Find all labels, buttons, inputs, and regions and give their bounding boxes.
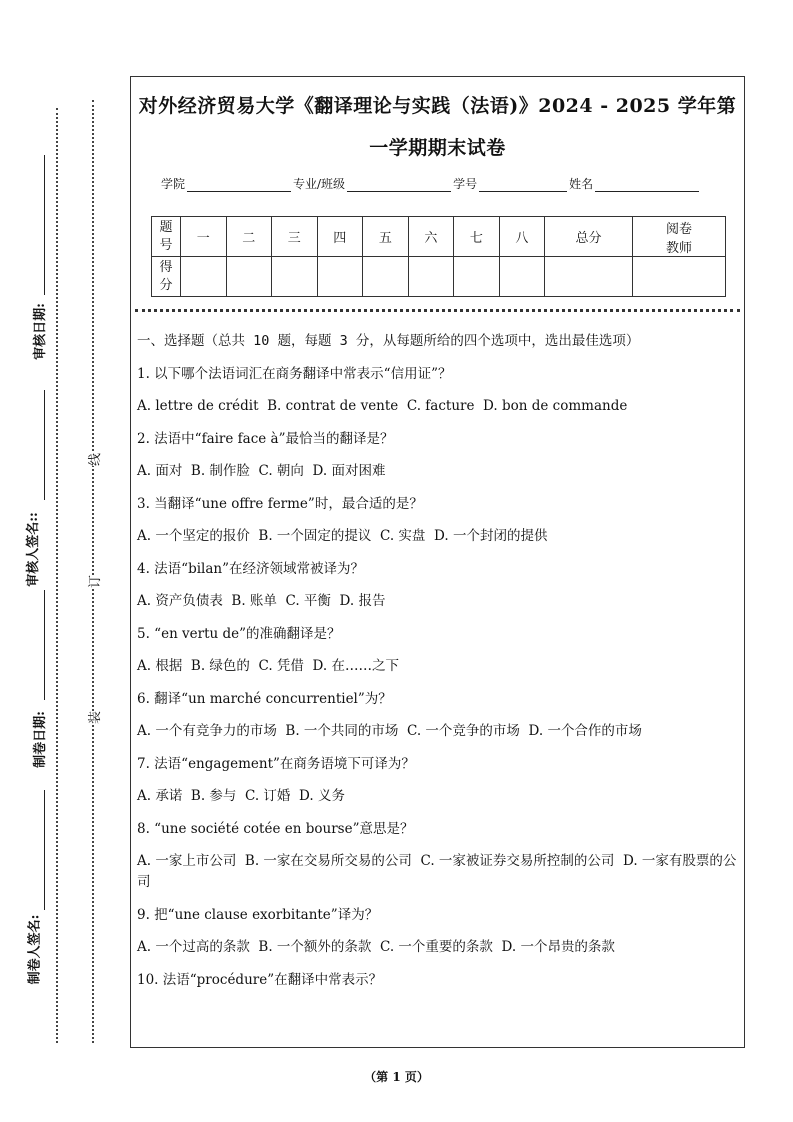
- score-cell[interactable]: [181, 257, 227, 297]
- bind-char-staple: 订: [84, 575, 103, 588]
- score-header-cell: 六: [408, 217, 454, 257]
- score-header-cell: 总分: [545, 217, 633, 257]
- make-date-label: 制卷日期:: [32, 711, 48, 768]
- score-table: [151, 216, 726, 297]
- maker-sign-line: [44, 790, 45, 910]
- question-text: 9. 把“une clause exorbitante”译为？: [137, 906, 379, 923]
- score-header-cell: 阅卷 教师: [633, 217, 726, 257]
- question-options: A. 一个有竞争力的市场 B. 一个共同的市场 C. 一个竞争的市场 D. 一个合作的市场: [137, 723, 642, 739]
- score-row-label: 得 分: [152, 257, 181, 297]
- page-footer: （第 1 页）: [364, 1070, 429, 1084]
- question-text: 2. 法语中“faire face à”最恰当的翻译是？: [137, 430, 394, 447]
- score-cell[interactable]: [363, 257, 409, 297]
- question-options: A. 承诺 B. 参与 C. 订婚 D. 义务: [137, 788, 345, 804]
- info-label-student-id: 学号: [453, 177, 478, 191]
- question-text: 5. “en vertu de”的准确翻译是？: [137, 625, 341, 642]
- question-options: A. 根据 B. 绿色的 C. 凭借 D. 在……之下: [137, 658, 399, 674]
- section-divider: [135, 309, 740, 312]
- score-cell[interactable]: [408, 257, 454, 297]
- question-section: [137, 331, 741, 1002]
- student-id-field[interactable]: [479, 177, 567, 192]
- info-label-college: 学院: [161, 177, 186, 191]
- question-text: 3. 当翻译“une offre ferme”时，最合适的是？: [137, 495, 423, 512]
- score-header-cell: 三: [272, 217, 318, 257]
- score-cell[interactable]: [633, 257, 726, 297]
- score-header-cell: 题 号: [152, 217, 181, 257]
- question-text: 4. 法语“bilan”在经济领域常被译为？: [137, 560, 364, 577]
- info-label-name: 姓名: [569, 177, 594, 191]
- review-date-label: 审核日期:: [32, 303, 48, 360]
- exam-frame: [130, 76, 745, 1048]
- score-header-cell: 一: [181, 217, 227, 257]
- info-label-major-class: 专业/班级: [293, 177, 346, 191]
- review-date-line: [44, 155, 45, 295]
- question-options: A. 面对 B. 制作脸 C. 朝向 D. 面对困难: [137, 463, 386, 479]
- score-header-cell: 二: [226, 217, 272, 257]
- score-header-cell: 四: [317, 217, 363, 257]
- question-text: 10. 法语“procédure”在翻译中常表示？: [137, 971, 383, 988]
- college-field[interactable]: [187, 177, 291, 192]
- major-class-field[interactable]: [347, 177, 451, 192]
- student-info-row: [161, 175, 701, 192]
- score-cell[interactable]: [454, 257, 500, 297]
- score-cell[interactable]: [545, 257, 633, 297]
- make-date-line: [44, 590, 45, 700]
- bind-char-line: 线: [84, 453, 103, 466]
- reviewer-sign-line: [44, 390, 45, 500]
- bind-char-fold: 装: [84, 711, 103, 724]
- question-text: 6. 翻译“un marché concurrentiel”为？: [137, 690, 392, 707]
- binding-dotted-line-inner: [92, 100, 94, 1043]
- section-heading: 一、选择题（总共 10 题，每题 3 分，从每题所给的四个选项中，选出最佳选项）: [137, 333, 640, 349]
- exam-title-line1: 对外经济贸易大学《翻译理论与实践（法语)》2024 - 2025 学年第: [138, 95, 737, 117]
- question-options: A. 一个坚定的报价 B. 一个固定的提议 C. 实盘 D. 一个封闭的提供: [137, 528, 548, 544]
- score-cell[interactable]: [499, 257, 545, 297]
- score-table-header-row: [152, 217, 726, 257]
- score-header-cell: 五: [363, 217, 409, 257]
- score-header-cell: 七: [454, 217, 500, 257]
- question-text: 8. “une société cotée en bourse”意思是？: [137, 820, 414, 837]
- score-cell[interactable]: [226, 257, 272, 297]
- question-text: 7. 法语“engagement”在商务语境下可译为？: [137, 755, 415, 772]
- score-table-score-row: [152, 257, 726, 297]
- question-options: A. lettre de crédit B. contrat de vente C. facture D. bon de commande: [137, 398, 628, 414]
- name-field[interactable]: [595, 177, 699, 192]
- question-options: A. 一家上市公司 B. 一家在交易所交易的公司 C. 一家被证券交易所控制的公司 D. 一家有股票的公司: [137, 853, 737, 890]
- question-options: A. 资产负债表 B. 账单 C. 平衡 D. 报告: [137, 593, 386, 609]
- score-cell[interactable]: [272, 257, 318, 297]
- reviewer-sign-label: 审核人签名::: [25, 512, 41, 587]
- exam-title-line2: 一学期期末试卷: [369, 137, 506, 159]
- score-header-cell: 八: [499, 217, 545, 257]
- binding-dotted-line-outer: [56, 108, 58, 1043]
- question-text: 1. 以下哪个法语词汇在商务翻译中常表示“信用证”？: [137, 365, 452, 382]
- question-options: A. 一个过高的条款 B. 一个额外的条款 C. 一个重要的条款 D. 一个昂贵的条款: [137, 939, 615, 955]
- maker-sign-label: 制卷人签名:: [27, 914, 43, 985]
- score-cell[interactable]: [317, 257, 363, 297]
